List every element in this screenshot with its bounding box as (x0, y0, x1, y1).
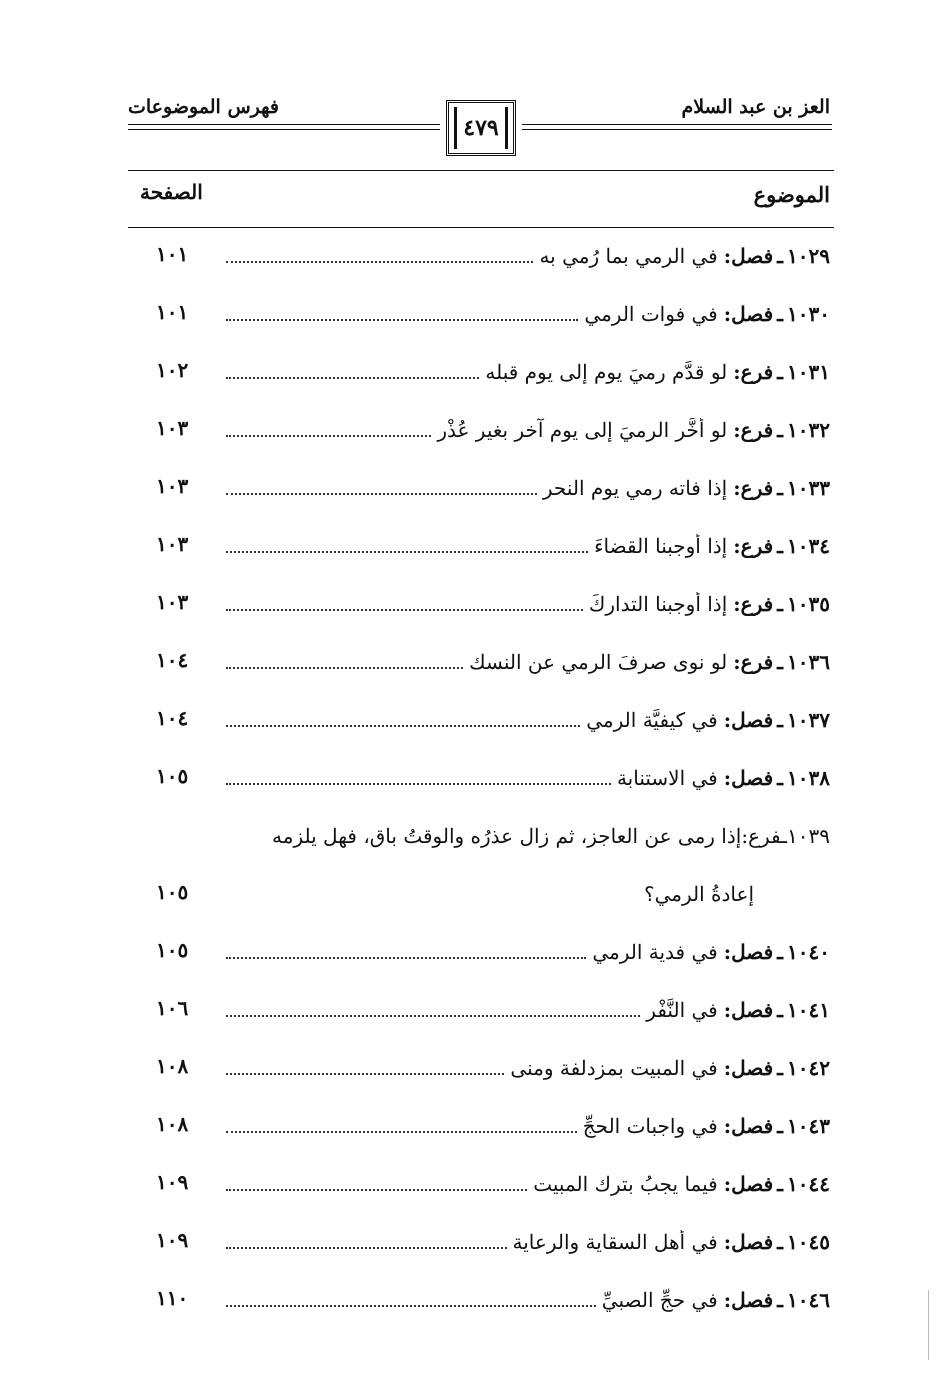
toc-entry-line (226, 940, 830, 964)
entry-number: ١٠٣٢ (787, 418, 830, 442)
entry-title: إذا فاته رمي يوم النحر (542, 476, 728, 500)
toc-entry (0, 750, 940, 806)
entry-colon: : (741, 824, 749, 848)
entry-page-number: ١٠٤ (156, 706, 189, 730)
toc-entry (0, 982, 940, 1038)
entry-dash: ـ (777, 534, 784, 558)
entry-title: في أهل السقاية والرعاية (512, 1230, 718, 1254)
entry-dash: ـ (777, 1230, 784, 1254)
entry-colon: : (733, 476, 741, 500)
dot-leader (226, 609, 583, 611)
entry-page-number: ١٠٤ (156, 648, 189, 672)
toc-entry-line (226, 476, 830, 500)
entry-page-number: ١٠٥ (156, 764, 189, 788)
entry-number: ١٠٣٤ (787, 534, 830, 558)
entry-label: فصل (731, 708, 774, 732)
entry-label: فصل (731, 1056, 774, 1080)
entry-number: ١٠٤٥ (787, 1230, 830, 1254)
entry-title: في النَّفْر (646, 998, 718, 1022)
toc-entry-line (226, 418, 830, 442)
page-number-frame (446, 100, 516, 156)
entry-number: ١٠٣٥ (787, 592, 830, 616)
entry-title: في كيفيَّة الرمي (586, 708, 718, 732)
entry-colon: : (733, 418, 741, 442)
running-header-section: فهرس الموضوعات (128, 96, 279, 118)
entry-colon: : (723, 1056, 732, 1080)
toc-entry (0, 286, 940, 342)
dot-leader (226, 1189, 527, 1191)
entry-number: ١٠٤٤ (787, 1172, 830, 1196)
entry-title: فيما يجبُ بترك المبيت (533, 1172, 718, 1196)
toc-entry (0, 1156, 940, 1212)
entry-number: ١٠٣١ (787, 360, 830, 384)
header-rule (522, 129, 832, 130)
entry-title: لو أخَّر الرميَ إلى يومٍ آخر بغير عُذْر (437, 418, 728, 442)
dot-leader (226, 1073, 504, 1075)
toc-entry (0, 924, 940, 980)
toc-entry (0, 808, 940, 922)
toc-entry-line (226, 1056, 830, 1080)
page-number: ٤٧٩ (463, 115, 499, 141)
entry-page-number: ١٠٥ (156, 938, 189, 962)
entry-label: فصل (731, 302, 774, 326)
toc-entry-line (226, 1172, 830, 1196)
entry-number: ١٠٢٩ (787, 244, 830, 268)
dot-leader (226, 435, 431, 437)
entry-number: ١٠٤٠ (787, 940, 830, 964)
entry-page-number: ١٠٨ (156, 1112, 189, 1136)
toc-entry-line (226, 360, 830, 384)
entry-dash: ـ (777, 1288, 784, 1312)
entry-label: فرع (740, 418, 774, 442)
entry-title: إذا رمى عن العاجز، ثم زال عذرُه والوقتُ باقٍ، فهل يلزمه (272, 824, 742, 848)
entry-title: في الرمي بما رُمي به (539, 244, 718, 268)
entry-title: في الاستنابة (616, 766, 718, 790)
toc-entry-line (226, 650, 830, 674)
column-header-page: الصفحة (140, 180, 203, 204)
entry-page-number: ١٠٨ (156, 1054, 189, 1078)
entry-number: ١٠٤١ (787, 998, 830, 1022)
header-divider (128, 170, 834, 171)
entry-dash: ـ (777, 244, 784, 268)
toc-entry (0, 1272, 940, 1328)
toc-entry-line (226, 592, 830, 616)
entry-colon: : (733, 360, 741, 384)
toc-entry-line (226, 302, 830, 326)
toc-entry (0, 634, 940, 690)
entry-dash: ـ (777, 708, 784, 732)
entry-number: ١٠٤٣ (787, 1114, 830, 1138)
entry-dash: ـ (777, 476, 784, 500)
entry-label: فصل (731, 1172, 774, 1196)
entry-colon: : (723, 302, 732, 326)
entry-page-number: ١٠٣ (156, 416, 189, 440)
toc-entry (0, 1098, 940, 1154)
toc-entry (0, 576, 940, 632)
entry-label: فصل (731, 998, 774, 1022)
entry-title: لو نوى صرفَ الرمي عن النسك (469, 650, 728, 674)
entry-page-number: ١١٠ (156, 1286, 189, 1310)
entry-label: فصل (731, 766, 774, 790)
toc-entry-line (226, 1288, 830, 1312)
toc-entry (0, 402, 940, 458)
dot-leader (226, 493, 537, 495)
dot-leader (226, 261, 533, 263)
entry-page-number: ١٠٢ (156, 358, 189, 382)
entry-dash: ـ (777, 766, 784, 790)
dot-leader (226, 377, 479, 379)
toc-entry-line (226, 824, 830, 848)
entry-dash: ـ (777, 418, 784, 442)
entry-title: في المبيت بمزدلفة ومنى (510, 1056, 718, 1080)
toc-entry (0, 1214, 940, 1270)
entry-label: فرع (748, 824, 782, 848)
page-edge-mark (928, 1290, 930, 1360)
entry-dash: ـ (777, 302, 784, 326)
entry-page-number: ١٠٩ (156, 1228, 189, 1252)
entry-label: فصل (731, 1114, 774, 1138)
entry-title: في فوات الرمي (584, 302, 718, 326)
toc-entry-line (226, 1114, 830, 1138)
entry-number: ١٠٤٢ (787, 1056, 830, 1080)
running-header-author: العز بن عبد السلام (681, 96, 830, 118)
entry-title: في فدية الرمي (592, 940, 718, 964)
entry-dash: ـ (777, 998, 784, 1022)
entry-title: في حجِّ الصبيِّ (601, 1288, 718, 1312)
entry-colon: : (733, 592, 741, 616)
entry-number: ١٠٤٦ (787, 1288, 830, 1312)
toc-entry (0, 518, 940, 574)
toc-entry-line (226, 882, 754, 906)
entry-dash: ـ (777, 592, 784, 616)
entry-page-number: ١٠٣ (156, 474, 189, 498)
entry-label: فرع (740, 360, 774, 384)
entry-colon: : (723, 244, 732, 268)
entry-title: إذا أوجبنا القضاءَ (594, 534, 728, 558)
entry-dash: ـ (777, 1172, 784, 1196)
dot-leader (226, 957, 586, 959)
entry-page-number: ١٠٣ (156, 532, 189, 556)
entry-number: ١٠٣٣ (787, 476, 830, 500)
entry-label: فصل (731, 1230, 774, 1254)
entry-colon: : (733, 650, 741, 674)
dot-leader (226, 725, 580, 727)
column-header-topic: الموضوع (753, 182, 830, 207)
entry-label: فصل (731, 1288, 774, 1312)
entry-colon: : (723, 1230, 732, 1254)
entry-colon: : (733, 534, 741, 558)
dot-leader (226, 783, 611, 785)
entry-dash: ـ (777, 1056, 784, 1080)
entry-title: في واجبات الحجِّ (582, 1114, 718, 1138)
toc-entry (0, 692, 940, 748)
toc-entry-line (226, 244, 830, 268)
dot-leader (226, 1015, 640, 1017)
entry-colon: : (723, 1172, 732, 1196)
entry-colon: : (723, 766, 732, 790)
entry-dash: ـ (777, 940, 784, 964)
entry-colon: : (723, 1114, 732, 1138)
toc-entry-line (226, 534, 830, 558)
dot-leader (226, 1131, 577, 1133)
entry-colon: : (723, 998, 732, 1022)
entry-number: ١٠٣٦ (787, 650, 830, 674)
entry-label: فرع (740, 476, 774, 500)
dot-leader (226, 551, 588, 553)
entry-label: فصل (731, 940, 774, 964)
entry-number: ١٠٣٧ (787, 708, 830, 732)
entry-label: فرع (740, 592, 774, 616)
dot-leader (226, 319, 578, 321)
toc-entry (0, 228, 940, 284)
toc-entry-line (226, 766, 830, 790)
toc-entry (0, 460, 940, 516)
entry-number: ١٠٣٨ (787, 766, 830, 790)
entry-dash: ـ (781, 824, 788, 848)
dot-leader (226, 1305, 596, 1307)
entry-label: فصل (731, 244, 774, 268)
entry-colon: : (723, 708, 732, 732)
dot-leader (226, 1247, 507, 1249)
entry-page-number: ١٠١ (156, 300, 189, 324)
entry-title: لو قدَّم رميَ يوم إلى يوم قبله (485, 360, 728, 384)
dot-leader (226, 667, 463, 669)
entry-colon: : (723, 1288, 732, 1312)
toc-entry (0, 1040, 940, 1096)
entry-page-number: ١٠٣ (156, 590, 189, 614)
entry-page-number: ١٠٦ (156, 996, 189, 1020)
entry-title: إذا أوجبنا التداركَ (588, 592, 728, 616)
entry-label: فرع (740, 650, 774, 674)
header-rule (128, 124, 440, 125)
header-rule (128, 129, 440, 130)
toc-entry-line (226, 1230, 830, 1254)
entry-dash: ـ (777, 650, 784, 674)
toc-entry-line (226, 998, 830, 1022)
entry-dash: ـ (777, 360, 784, 384)
entry-label: فرع (740, 534, 774, 558)
entry-title-continued: إعادةُ الرمي؟ (643, 882, 754, 906)
toc-entry (0, 344, 940, 400)
entry-page-number: ١٠١ (156, 242, 189, 266)
header-rule (522, 124, 832, 125)
entry-page-number: ١٠٥ (156, 880, 189, 904)
entry-number: ١٠٣٩ (787, 824, 830, 848)
toc-entry-line (226, 708, 830, 732)
entry-dash: ـ (777, 1114, 784, 1138)
entry-colon: : (723, 940, 732, 964)
entry-number: ١٠٣٠ (787, 302, 830, 326)
entry-page-number: ١٠٩ (156, 1170, 189, 1194)
